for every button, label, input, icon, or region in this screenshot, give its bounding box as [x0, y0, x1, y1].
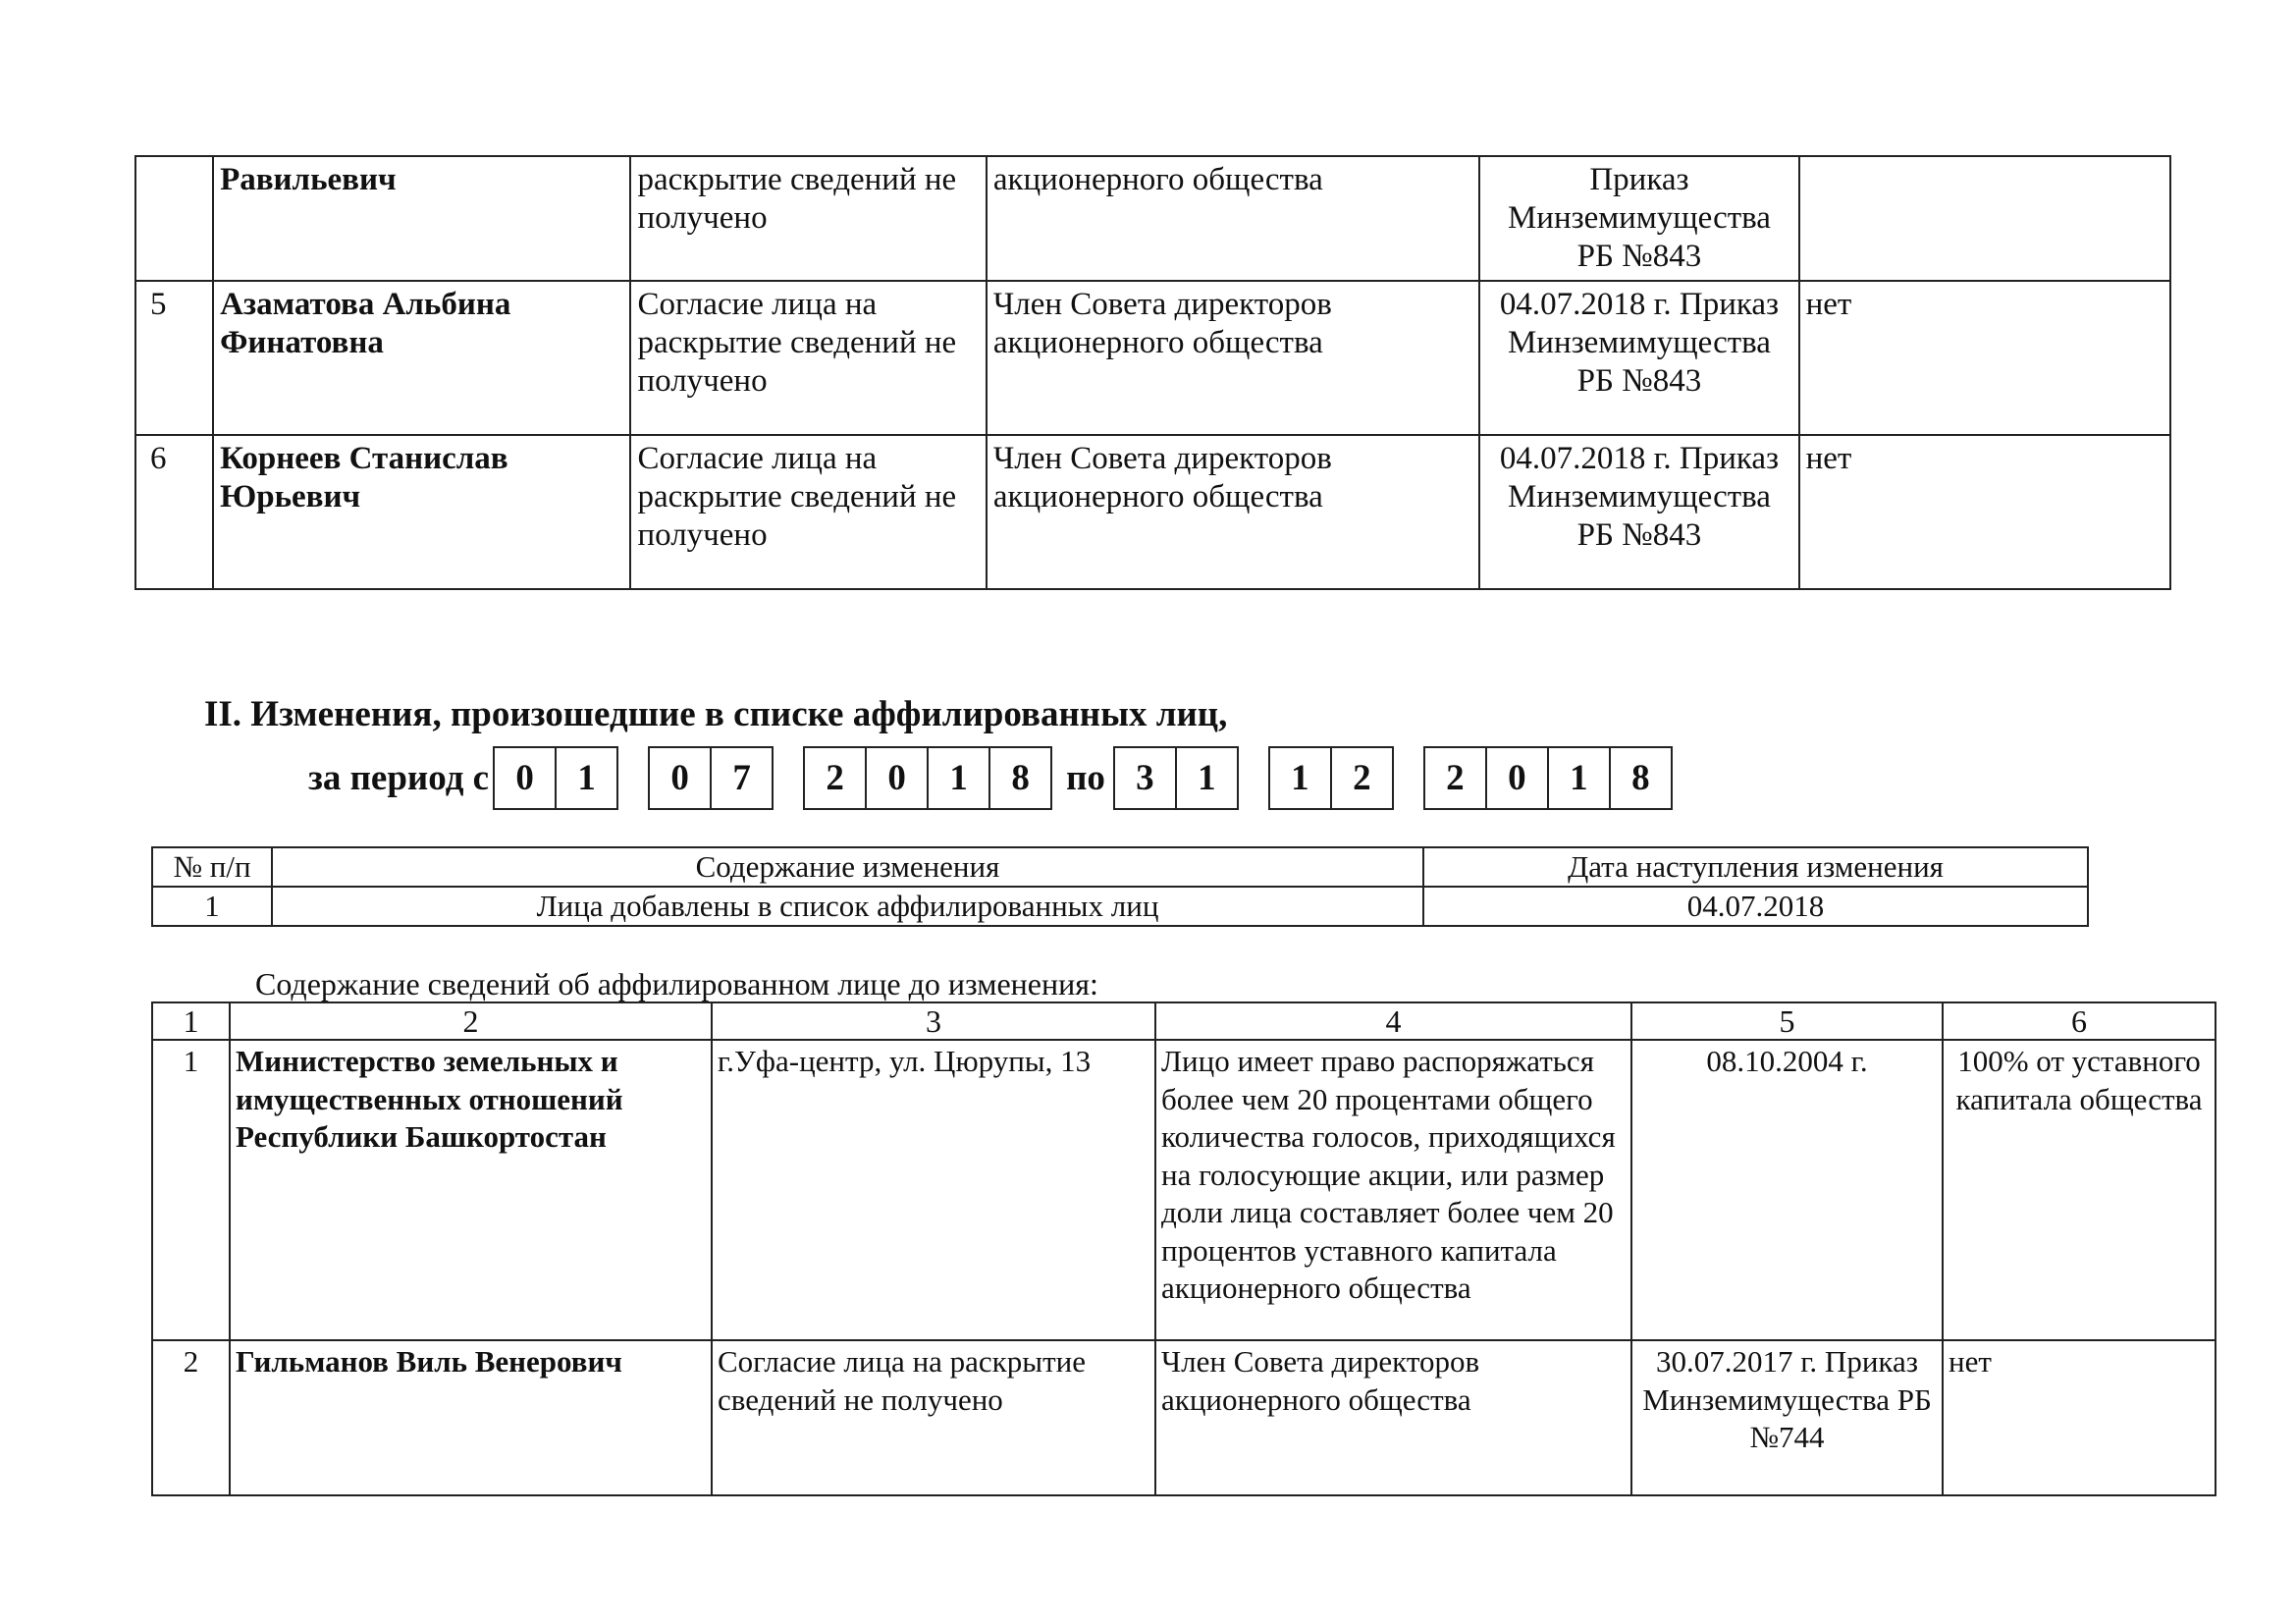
- address-cell: Согласие лица на раскрытие сведений не получено: [712, 1340, 1155, 1495]
- digit-box: 1: [1268, 746, 1332, 810]
- period-label: за период с: [308, 757, 490, 798]
- period-row: [308, 746, 1686, 809]
- role-cell: акционерного общества: [987, 156, 1479, 281]
- share-cell: нет: [1799, 281, 2170, 435]
- to-day: [1115, 746, 1239, 810]
- from-year: [805, 746, 1052, 810]
- column-header: 2: [230, 1002, 712, 1040]
- row-number: [135, 156, 213, 281]
- digit-box: 0: [493, 746, 557, 810]
- to-year: [1425, 746, 1673, 810]
- from-month: [650, 746, 774, 810]
- table-row: [152, 1340, 2216, 1495]
- change-description: Лица добавлены в список аффилированных лиц: [272, 887, 1423, 926]
- before-change-intro: Содержание сведений об аффилированном лице до изменения:: [255, 966, 1098, 1001]
- column-header: 5: [1631, 1002, 1943, 1040]
- share-cell: [1799, 156, 2170, 281]
- entity-name: Министерство земельных и имущественных отношений Республики Башкортостан: [230, 1040, 712, 1340]
- digit-box: 1: [555, 746, 618, 810]
- date-cell: 08.10.2004 г.: [1631, 1040, 1943, 1340]
- digit-box: 7: [710, 746, 774, 810]
- digit-box: 1: [1547, 746, 1611, 810]
- date-cell: Приказ Минземимущества РБ №843: [1479, 156, 1798, 281]
- role-cell: Член Совета директоров акционерного общества: [987, 281, 1479, 435]
- basis-cell: раскрытие сведений не получено: [630, 156, 986, 281]
- digit-box: 0: [648, 746, 712, 810]
- digit-box: 2: [1423, 746, 1487, 810]
- to-month: [1270, 746, 1394, 810]
- table-row: [152, 887, 2088, 926]
- from-day: [495, 746, 618, 810]
- role-cell: Член Совета директоров акционерного общества: [987, 435, 1479, 589]
- date-cell: 30.07.2017 г. Приказ Минземимущества РБ №744: [1631, 1340, 1943, 1495]
- date-cell: 04.07.2018 г. Приказ Минземимущества РБ №843: [1479, 435, 1798, 589]
- basis-cell: Согласие лица на раскрытие сведений не получено: [630, 435, 986, 589]
- table-row: [135, 281, 2170, 435]
- digit-box: 2: [1330, 746, 1394, 810]
- before-change-table: [151, 1001, 2216, 1496]
- table-row: [152, 1040, 2216, 1340]
- to-label: по: [1066, 757, 1105, 798]
- changes-table: [151, 846, 2089, 927]
- basis-cell: Согласие лица на раскрытие сведений не получено: [630, 281, 986, 435]
- column-header: № п/п: [152, 847, 272, 887]
- digit-box: 1: [1175, 746, 1239, 810]
- share-cell: 100% от уставного капитала общества: [1943, 1040, 2216, 1340]
- digit-box: 0: [1485, 746, 1549, 810]
- column-header: 1: [152, 1002, 230, 1040]
- row-number: 5: [135, 281, 213, 435]
- share-cell: нет: [1799, 435, 2170, 589]
- row-number: 1: [152, 887, 272, 926]
- column-header: 6: [1943, 1002, 2216, 1040]
- table-row: [135, 435, 2170, 589]
- digit-box: 3: [1113, 746, 1177, 810]
- person-name: Азаматова Альбина Финатовна: [213, 281, 630, 435]
- column-header: Содержание изменения: [272, 847, 1423, 887]
- column-header: 3: [712, 1002, 1155, 1040]
- basis-cell: Член Совета директоров акционерного общества: [1155, 1340, 1631, 1495]
- change-date: 04.07.2018: [1423, 887, 2088, 926]
- digit-box: 8: [988, 746, 1052, 810]
- row-number: 2: [152, 1340, 230, 1495]
- person-name: Гильманов Виль Венерович: [230, 1340, 712, 1495]
- person-name: Равильевич: [213, 156, 630, 281]
- digit-box: 8: [1609, 746, 1673, 810]
- share-cell: нет: [1943, 1340, 2216, 1495]
- row-number: 6: [135, 435, 213, 589]
- row-number: 1: [152, 1040, 230, 1340]
- digit-box: 1: [927, 746, 990, 810]
- person-name: Корнеев Станислав Юрьевич: [213, 435, 630, 589]
- basis-cell: Лицо имеет право распоряжаться более чем 20 процентами общего количества голосов, приходящихся на голосующие акции, или размер доли лица составляет более чем 20 процентов уставного капитала акционерного общества: [1155, 1040, 1631, 1340]
- table-header-row: [152, 847, 2088, 887]
- section-heading: II. Изменения, произошедшие в списке аффилированных лиц,: [204, 694, 1228, 734]
- table-header-row: [152, 1002, 2216, 1040]
- digit-box: 0: [865, 746, 929, 810]
- table-row: [135, 156, 2170, 281]
- digit-box: 2: [803, 746, 867, 810]
- address-cell: г.Уфа-центр, ул. Цюрупы, 13: [712, 1040, 1155, 1340]
- affiliates-table-continued: [134, 155, 2171, 590]
- column-header: 4: [1155, 1002, 1631, 1040]
- date-cell: 04.07.2018 г. Приказ Минземимущества РБ №843: [1479, 281, 1798, 435]
- column-header: Дата наступления изменения: [1423, 847, 2088, 887]
